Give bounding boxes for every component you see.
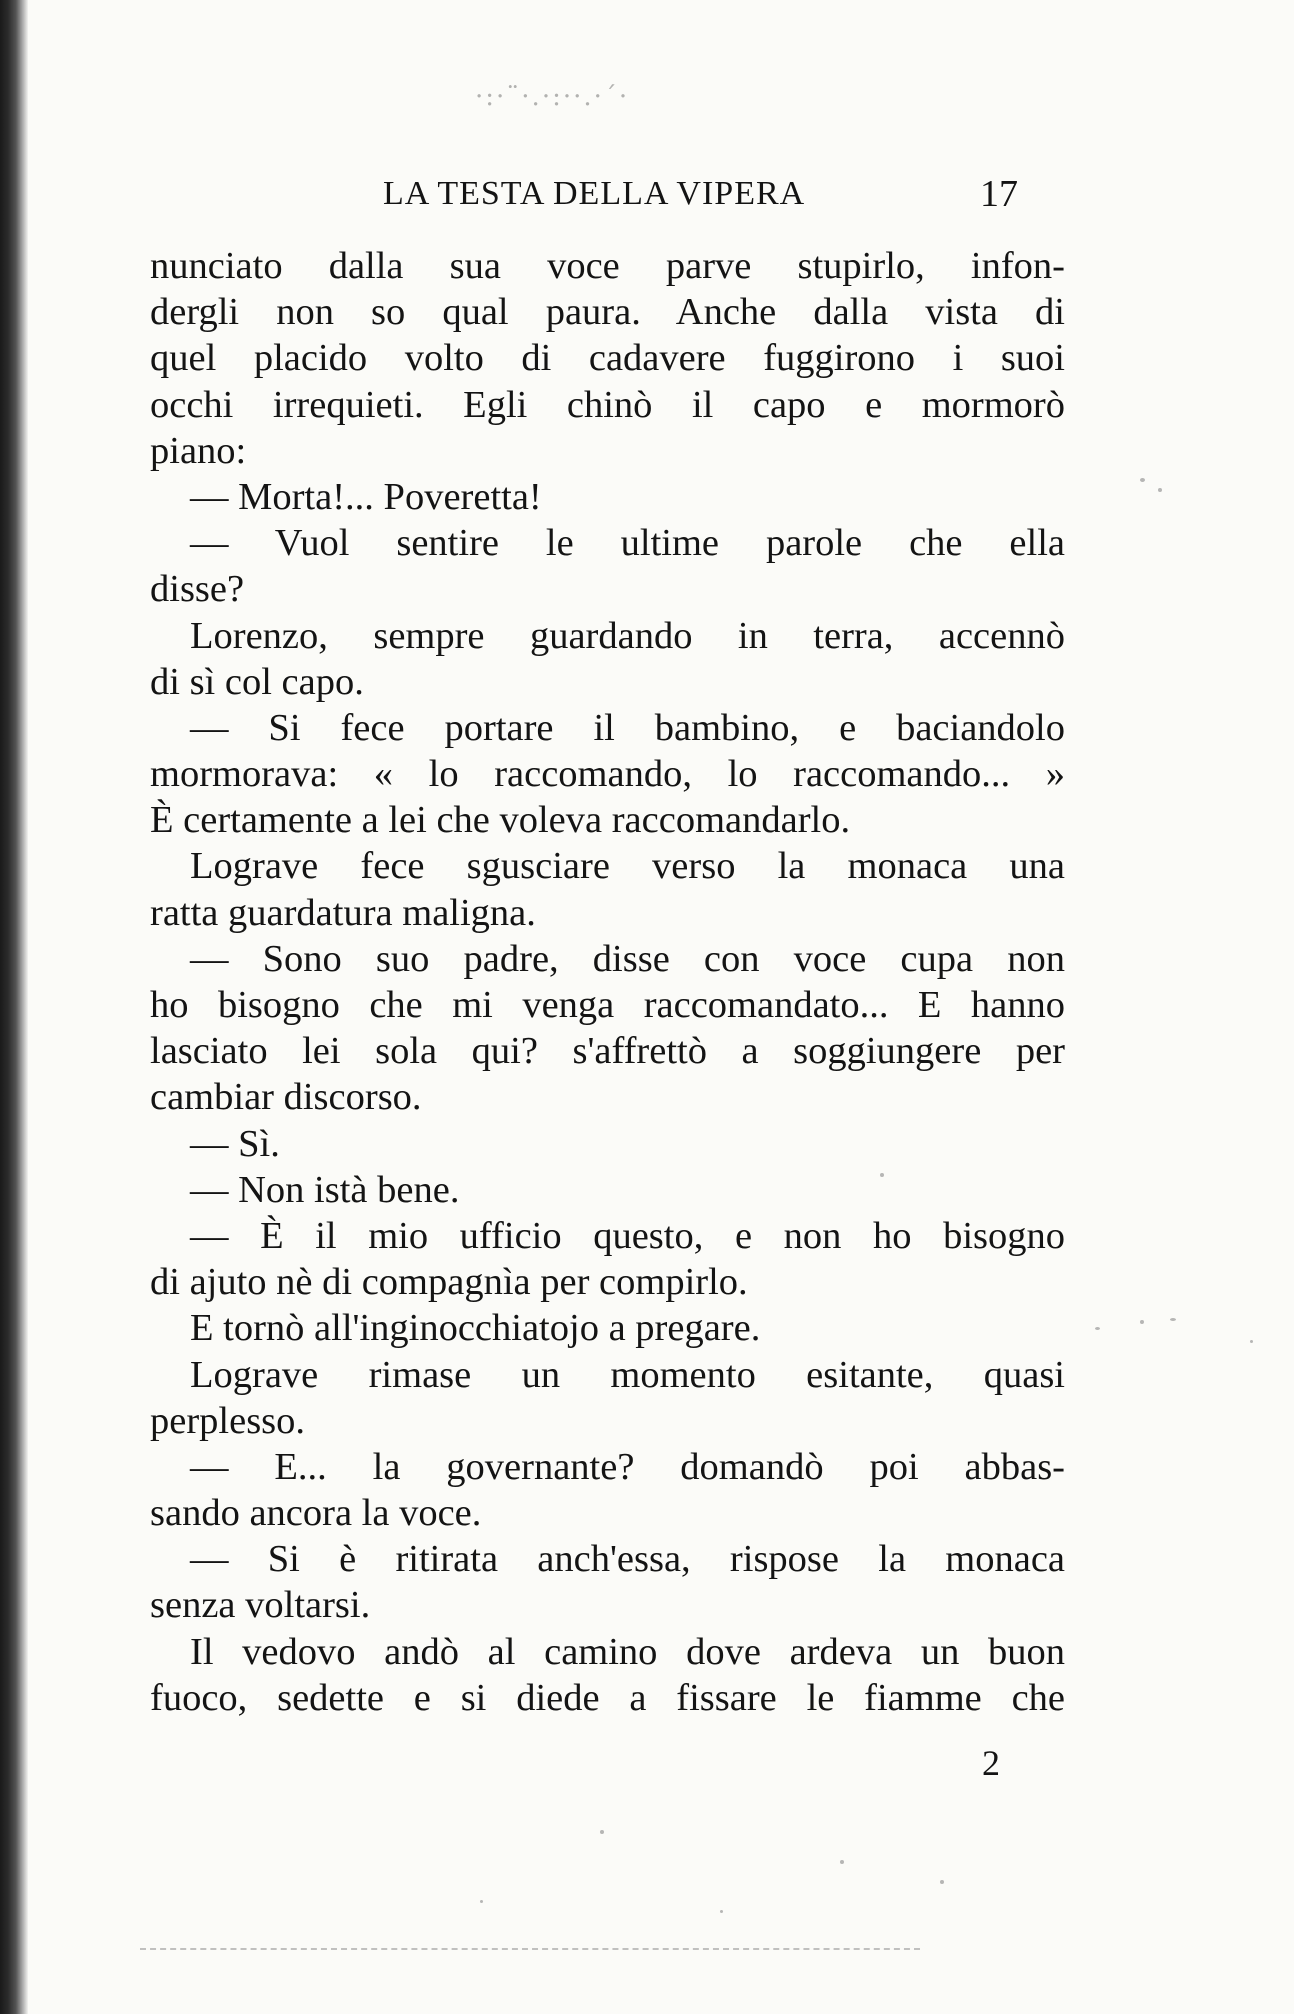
print-speck: [880, 1173, 884, 1177]
bottom-print-rule: [140, 1948, 920, 1950]
body-text: [150, 243, 1065, 1721]
text-line: — Morta!... Poveretta!: [190, 475, 542, 518]
text-line: Lorenzo, sempre guardando in terra, accennò: [190, 614, 1065, 657]
text-line: — È il mio ufficio questo, e non ho bisogno: [190, 1214, 1065, 1257]
print-speck: [1158, 488, 1162, 492]
print-speck: [840, 1860, 844, 1864]
text-line: dergli non so qual paura. Anche dalla vista di: [150, 291, 1065, 334]
decorative-ornament: ·:·¨·.·:··.·´·: [475, 82, 630, 112]
page-binding-edge: [0, 0, 28, 2014]
print-speck: [1170, 1318, 1176, 1321]
print-speck: [480, 1900, 483, 1903]
print-speck: [1140, 478, 1145, 482]
text-line: — E... la governante? domandò poi abbas-: [190, 1445, 1065, 1488]
print-speck: [1250, 1340, 1253, 1343]
text-line: di sì col capo.: [150, 660, 364, 703]
text-line: senza voltarsi.: [150, 1584, 371, 1627]
text-line: ho bisogno che mi venga raccomandato... E hanno: [150, 984, 1065, 1026]
text-line: nunciato dalla sua voce parve stupirlo, infon-: [150, 245, 1065, 287]
text-line: — Vuol sentire le ultime parole che ella: [190, 522, 1065, 565]
text-line: — Non istà bene.: [190, 1168, 460, 1211]
text-line: di ajuto nè di compagnìa per compirlo.: [150, 1261, 748, 1304]
text-line: occhi irrequieti. Egli chinò il capo e mormorò: [150, 383, 1065, 426]
text-line: perplesso.: [150, 1399, 306, 1442]
text-line: sando ancora la voce.: [150, 1492, 482, 1535]
text-line: mormorava: « lo raccomando, lo raccomando... »: [150, 753, 1065, 796]
text-line: — Si è ritirata anch'essa, rispose la monaca: [190, 1538, 1065, 1581]
page-number: 17: [980, 173, 1018, 215]
text-line: Lograve rimase un momento esitante, quasi: [190, 1353, 1065, 1396]
print-speck: [720, 1910, 723, 1913]
text-line: — Sono suo padre, disse con voce cupa non: [190, 937, 1065, 980]
text-line: È certamente a lei che voleva raccomandarlo.: [150, 799, 851, 842]
text-line: — Si fece portare il bambino, e baciandolo: [190, 706, 1065, 749]
signature-mark: 2: [982, 1743, 1000, 1783]
print-speck: [1140, 1320, 1144, 1324]
text-line: fuoco, sedette e si diede a fissare le fiamme che: [150, 1676, 1065, 1719]
text-line: Lograve fece sgusciare verso la monaca una: [190, 845, 1065, 888]
print-speck: [940, 1880, 944, 1884]
text-line: E tornò all'inginocchiatojo a pregare.: [190, 1307, 761, 1350]
print-speck: [1095, 1327, 1100, 1330]
text-line: disse?: [150, 568, 245, 611]
print-speck: [600, 1830, 604, 1834]
text-line: quel placido volto di cadavere fuggirono i suoi: [150, 337, 1065, 380]
text-line: piano:: [150, 429, 247, 472]
text-line: ratta guardatura maligna.: [150, 891, 536, 934]
running-head: LA TESTA DELLA VIPERA: [383, 175, 806, 212]
text-line: Il vedovo andò al camino dove ardeva un buon: [190, 1630, 1065, 1673]
text-line: cambiar discorso.: [150, 1076, 422, 1119]
text-line: lasciato lei sola qui? s'affrettò a soggiungere per: [150, 1030, 1065, 1073]
text-line: — Sì.: [190, 1122, 280, 1165]
